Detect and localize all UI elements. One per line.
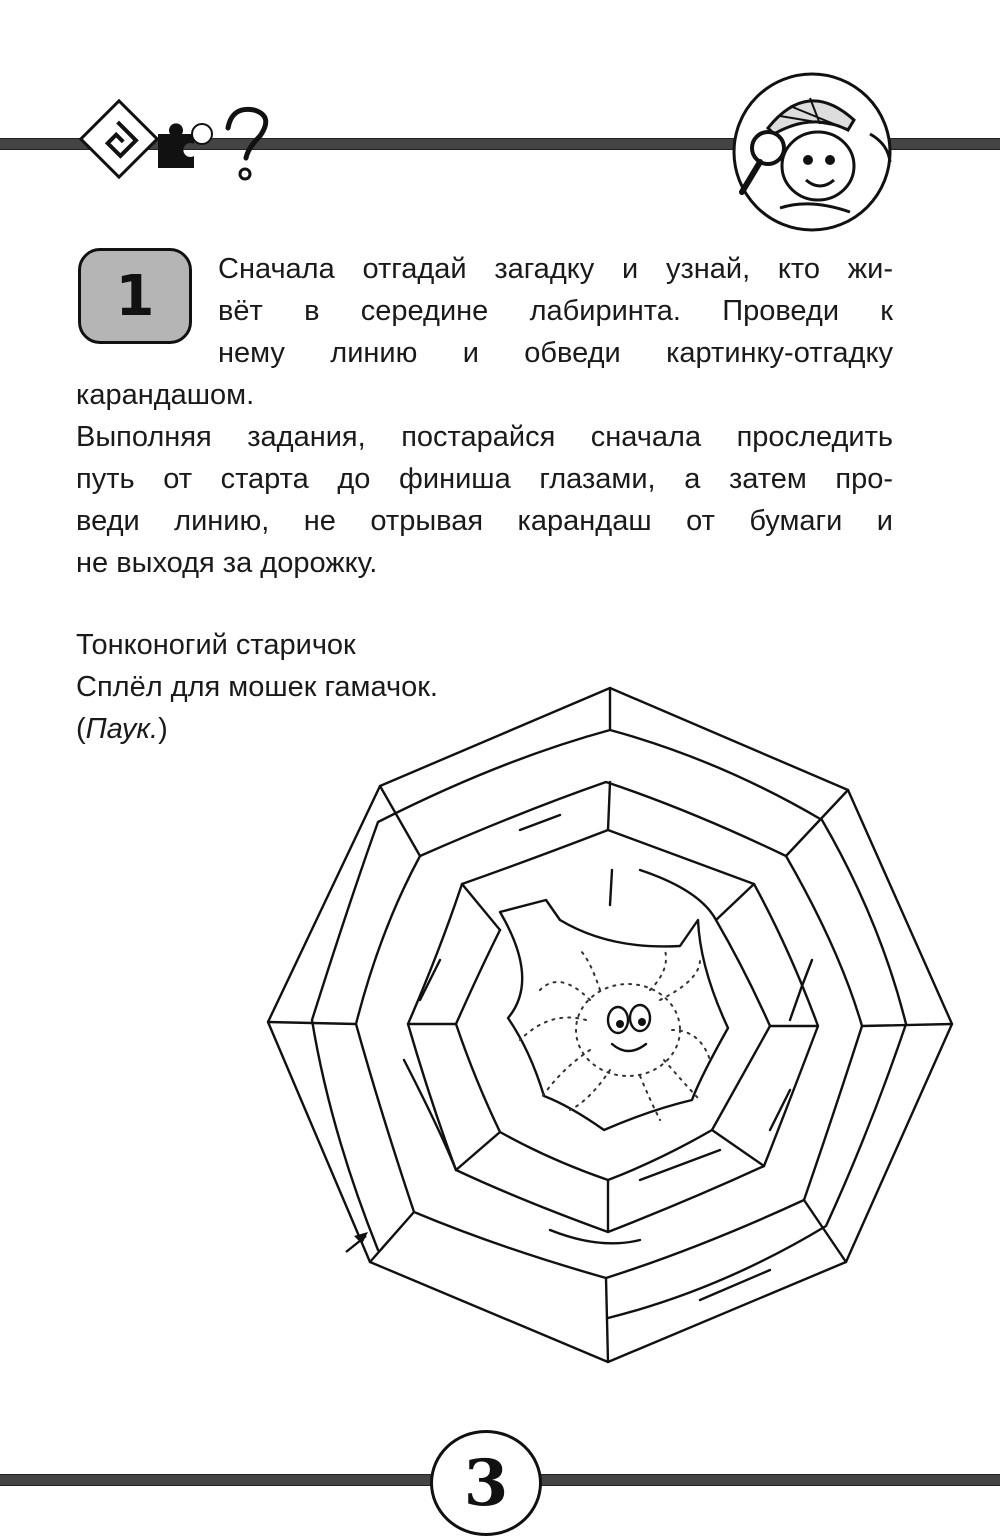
- riddle-line-2: Сплёл для мошек гамачок.: [76, 671, 438, 703]
- instruction-line-1: Сначала отгадай загадку и узнай, кто жи-: [218, 253, 893, 285]
- spider-icon: [520, 950, 710, 1120]
- instruction-line-4: карандашом.: [76, 379, 255, 411]
- hint-line-4: не выходя за дорожку.: [76, 547, 378, 579]
- instruction-line-2: вёт в середине лабиринта. Проведи к: [218, 295, 893, 327]
- riddle-line-1: Тонконогий старичок: [76, 629, 356, 661]
- riddle-answer: Паук.: [85, 713, 159, 745]
- hint-line-3: веди линию, не отрывая карандаш от бумаги и: [76, 505, 893, 537]
- instruction-line-3: нему линию и обведи картинку-отгадку: [218, 337, 893, 369]
- hint-line-1: Выполняя задания, постарайся сначала проследить: [76, 421, 893, 453]
- page-number: 3: [463, 1445, 509, 1521]
- hint-line-2: путь от старта до финиша глазами, а затем про-: [76, 463, 893, 495]
- task-number: 1: [115, 263, 155, 329]
- page-number-badge: [430, 1430, 542, 1536]
- riddle-answer-wrap: (Паук.): [76, 713, 168, 745]
